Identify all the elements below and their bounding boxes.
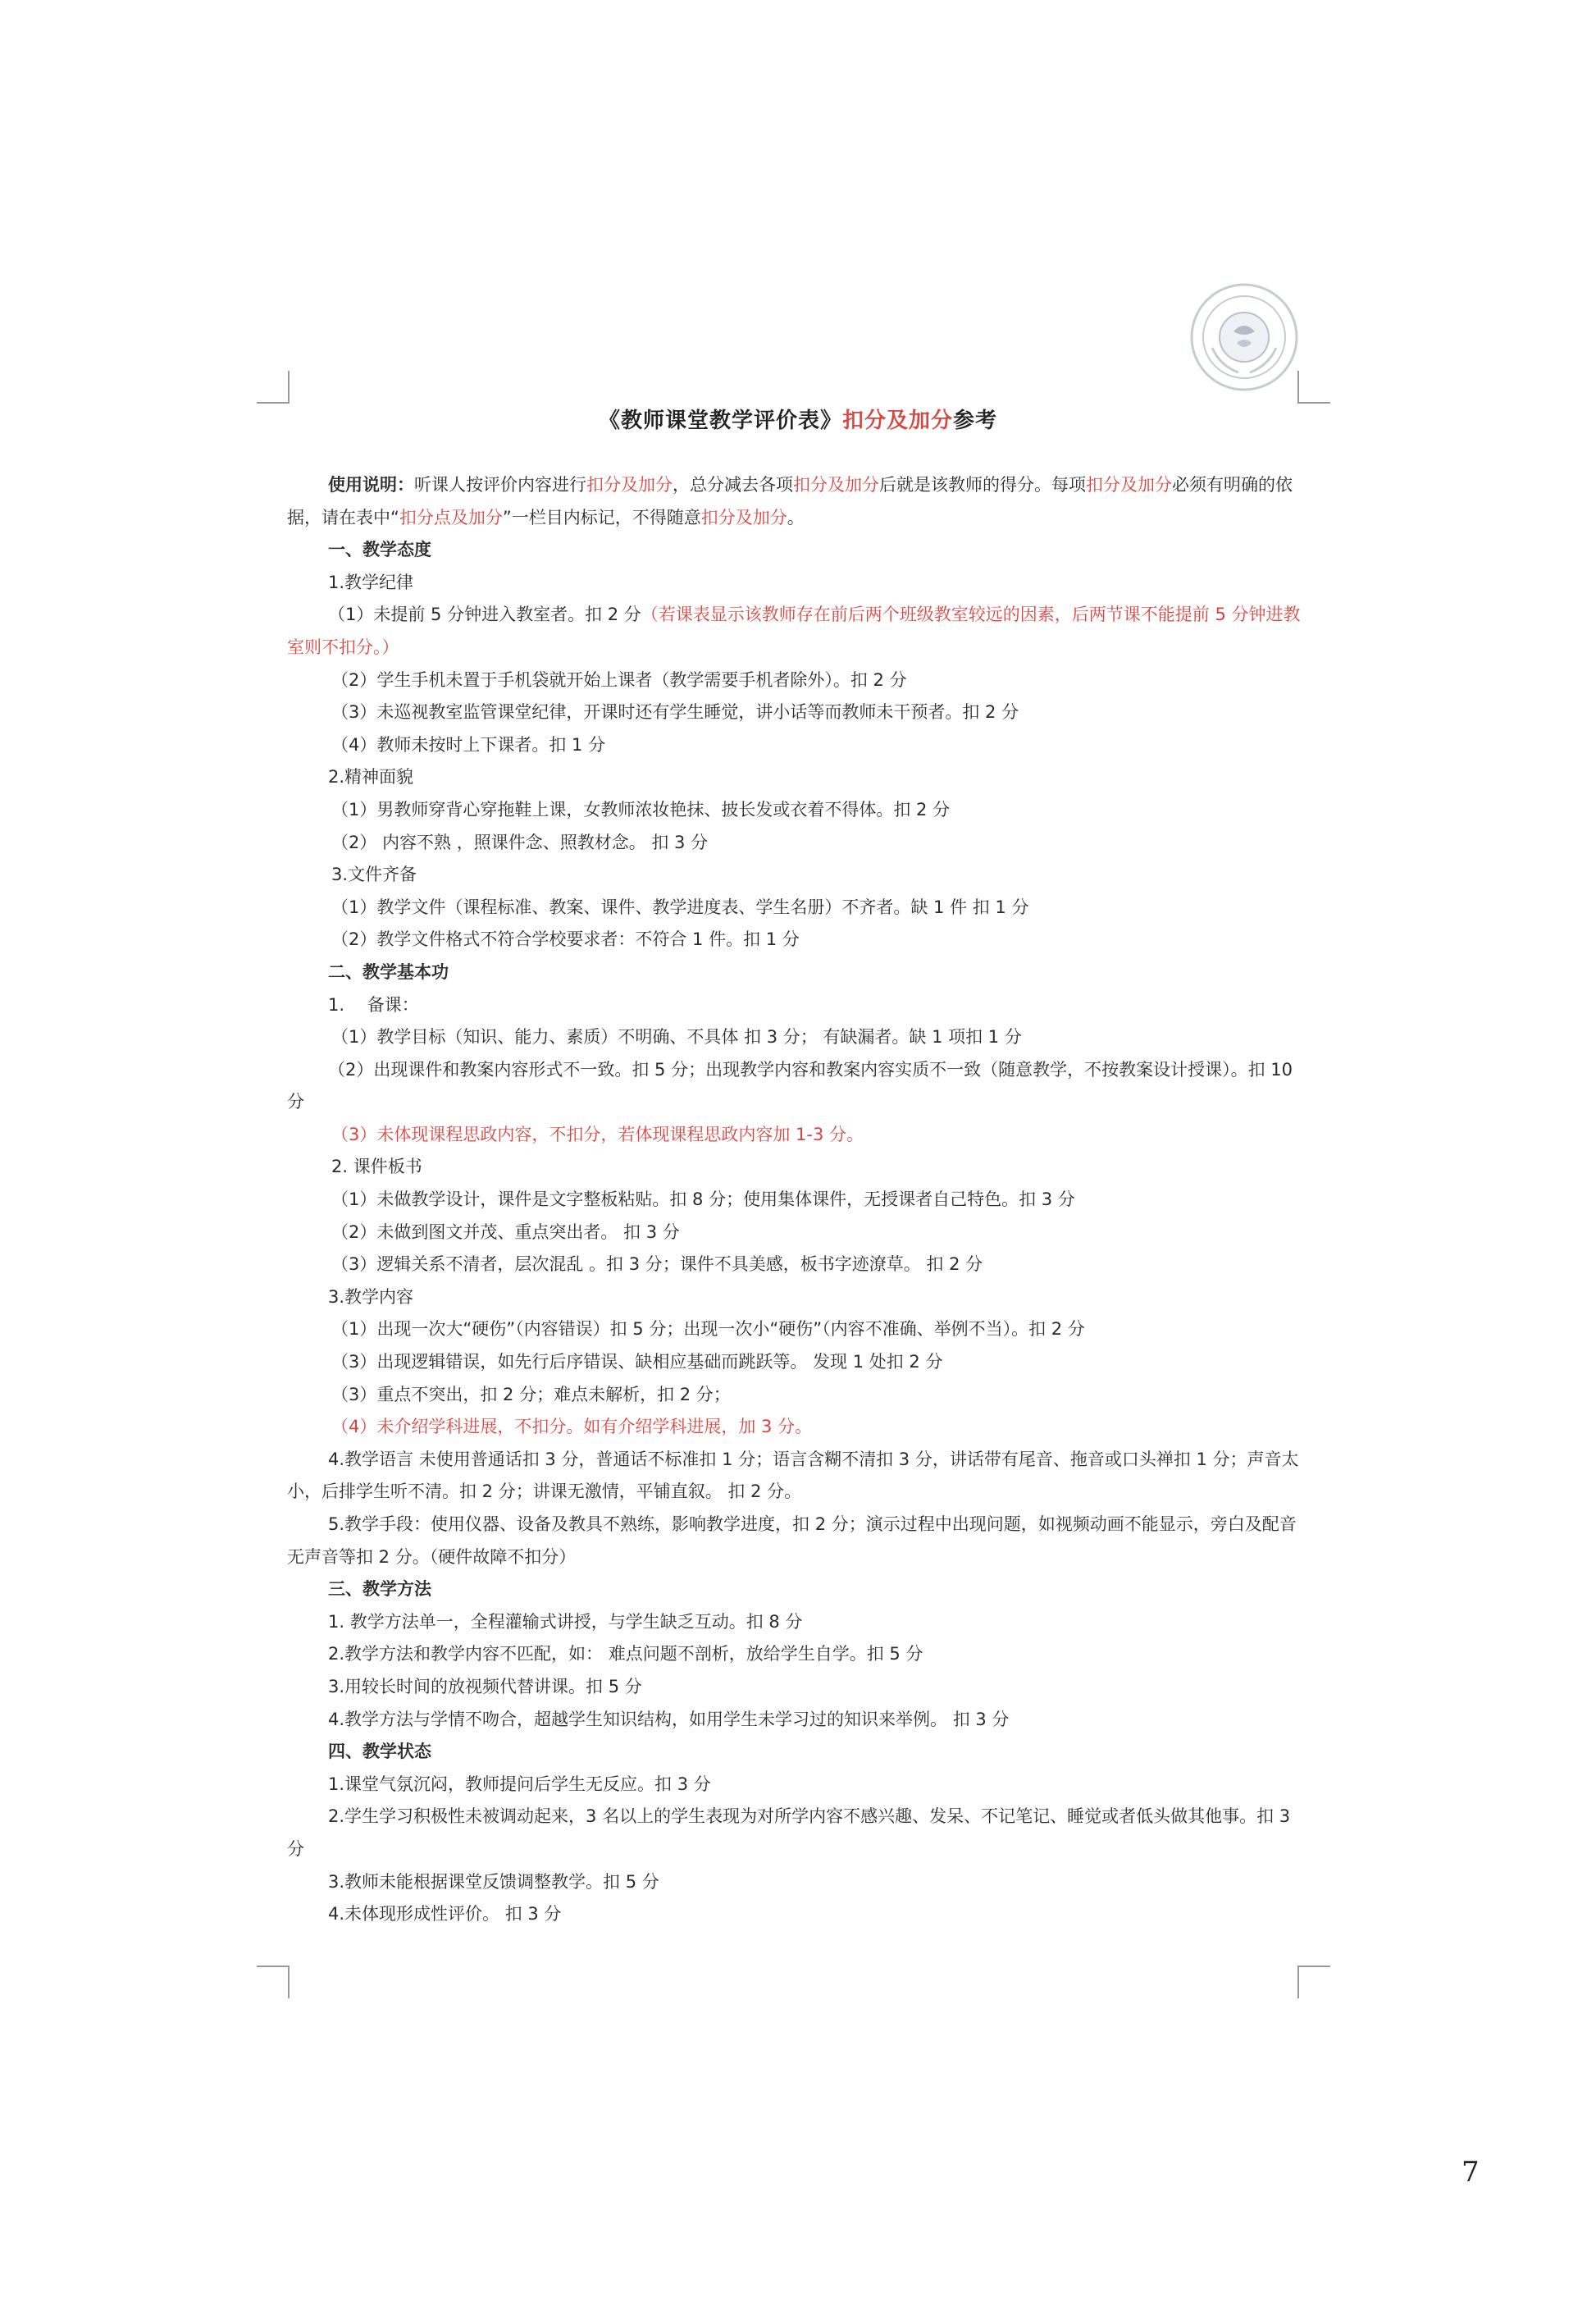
list-item: （1）未提前 5 分钟进入教室者。扣 2 分（若课表显示该教师存在前后两个班级教室较远的因素，后两节课不能提前 5 分钟进教室则不扣分。） (287, 605, 1301, 657)
subsection-heading: 2. 课件板书 (331, 1157, 422, 1177)
list-item: （4）教师未按时上下课者。扣 1 分 (331, 734, 606, 755)
list-item: （3）出现逻辑错误，如先行后序错误、缺相应基础而跳跃等。 发现 1 处扣 2 分 (331, 1352, 943, 1372)
list-item: （1）教学目标（知识、能力、素质）不明确、不具体 扣 3 分； 有缺漏者。缺 1 项扣 1 分 (331, 1027, 1022, 1048)
list-item: 2.教学方法和教学内容不匹配，如： 难点问题不剖析，放给学生自学。扣 5 分 (328, 1644, 923, 1664)
list-item: 2.学生学习积极性未被调动起来，3 名以上的学生表现为对所学内容不感兴趣、发呆、不记笔记、睡觉或者低头做其他事。扣 3 分 (287, 1806, 1291, 1859)
list-item: （3）重点不突出，扣 2 分；难点未解析，扣 2 分； (331, 1384, 731, 1404)
page-number: 7 (1461, 2156, 1480, 2189)
list-item: （3）逻辑关系不清者，层次混乱 。扣 3 分；课件不具美感，板书字迹潦草。 扣 2 分 (331, 1254, 983, 1275)
list-item: 1. 教学方法单一，全程灌输式讲授，与学生缺乏互动。扣 8 分 (328, 1611, 803, 1632)
list-item: 4.未体现形成性评价。 扣 3 分 (328, 1904, 562, 1924)
list-item: （1）出现一次大“硬伤”（内容错误）扣 5 分；出现一次小“硬伤”（内容不准确、举例不当）。扣 2 分 (331, 1319, 1085, 1340)
section-heading: 二、教学基本功 (328, 961, 449, 982)
list-item: （1）未做教学设计，课件是文字整板粘贴。扣 8 分；使用集体课件，无授课者自己特色。扣 3 分 (331, 1189, 1075, 1210)
document-body (287, 469, 1304, 1931)
list-item: （4）未介绍学科进展，不扣分。如有介绍学科进展，加 3 分。 (331, 1417, 813, 1437)
crop-mark-top-right (1297, 371, 1330, 404)
school-seal-logo (1188, 281, 1301, 394)
crop-mark-bottom-right (1297, 1966, 1330, 1998)
list-item: 1.课堂气氛沉闷，教师提问后学生无反应。扣 3 分 (328, 1774, 711, 1794)
subsection-heading: 1.教学纪律 (328, 572, 414, 592)
crop-mark-top-left (257, 371, 290, 404)
subsection-heading: 1. 备课： (328, 994, 419, 1015)
page-title: 《教师课堂教学评价表》扣分及加分参考 (598, 409, 998, 433)
paragraph-teaching-language: 4.教学语言 未使用普通话扣 3 分，普通话不标准扣 1 分；语言含糊不清扣 3 分，讲话带有尾音、拖音或口头禅扣 1 分；声音太小，后排学生听不清。扣 2 分；讲课无激情，平铺直叙。 扣 2 分。 (287, 1449, 1299, 1502)
list-item: （2）出现课件和教案内容形式不一致。扣 5 分；出现教学内容和教案内容实质不一致（随意教学，不按教案设计授课）。扣 10 分 (287, 1059, 1293, 1112)
crop-mark-bottom-left (257, 1966, 290, 1998)
list-item: （3）未巡视教室监管课堂纪律，开课时还有学生睡觉，讲小话等而教师未干预者。扣 2 分 (331, 702, 1019, 723)
subsection-heading: 3.文件齐备 (331, 865, 417, 885)
list-item: 4.教学方法与学情不吻合，超越学生知识结构，如用学生未学习过的知识来举例。 扣 3 分 (328, 1709, 1010, 1729)
list-item: （1）教学文件（课程标准、教案、课件、教学进度表、学生名册）不齐者。缺 1 件 扣 1 分 (331, 897, 1029, 917)
list-item: （2）教学文件格式不符合学校要求者：不符合 1 件。扣 1 分 (331, 929, 800, 950)
list-item: 3.教师未能根据课堂反馈调整教学。扣 5 分 (328, 1871, 659, 1892)
subsection-heading: 3.教学内容 (328, 1286, 414, 1307)
list-item: （2）学生手机未置于手机袋就开始上课者（教学需要手机者除外）。扣 2 分 (331, 669, 907, 690)
section-heading: 四、教学状态 (328, 1742, 431, 1762)
paragraph-teaching-means: 5.教学手段：使用仪器、设备及教具不熟练，影响教学进度，扣 2 分；演示过程中出现问题，如视频动画不能显示，旁白及配音无声音等扣 2 分。（硬件故障不扣分） (287, 1514, 1297, 1567)
usage-instructions: 使用说明：听课人按评价内容进行扣分及加分，总分减去各项扣分及加分后就是该教师的得分。每项扣分及加分必须有明确的依据，请在表中“扣分点及加分”一栏目内标记，不得随意扣分及加分。 (287, 475, 1293, 527)
subsection-heading: 2.精神面貌 (328, 767, 414, 788)
list-item: （1）男教师穿背心穿拖鞋上课，女教师浓妆艳抹、披长发或衣着不得体。扣 2 分 (331, 799, 951, 820)
section-heading: 三、教学方法 (328, 1579, 431, 1600)
list-item: （2）未做到图文并茂、重点突出者。 扣 3 分 (331, 1221, 680, 1242)
list-item: （3）未体现课程思政内容，不扣分，若体现课程思政内容加 1-3 分。 (331, 1124, 864, 1144)
section-heading: 一、教学态度 (328, 540, 431, 560)
list-item: 3.用较长时间的放视频代替讲课。扣 5 分 (328, 1676, 642, 1696)
list-item: （2） 内容不熟 ，照课件念、照教材念。 扣 3 分 (331, 832, 709, 852)
